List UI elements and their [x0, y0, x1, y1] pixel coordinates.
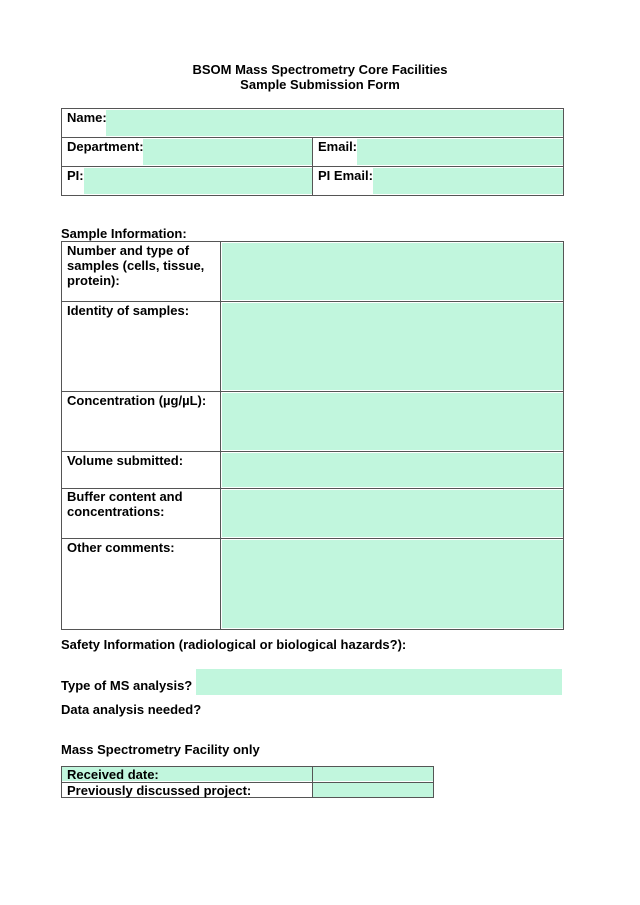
buffer-label: Buffer content and	[67, 489, 183, 504]
sample-number-type-label: samples (cells, tissue,	[67, 258, 205, 273]
email-label: Email:	[318, 139, 358, 154]
form-title-line2: Sample Submission Form	[240, 77, 400, 92]
buffer-label: concentrations:	[67, 504, 165, 519]
ms-analysis-label: Type of MS analysis?	[61, 678, 193, 693]
other-comments-label: Other comments:	[67, 540, 175, 555]
sample-number-type-label: protein):	[67, 273, 120, 288]
department-label: Department:	[67, 139, 144, 154]
sample-info-heading: Sample Information:	[61, 226, 187, 241]
concentration-label: Concentration (µg/µL):	[67, 393, 207, 408]
name-label: Name:	[67, 110, 107, 125]
volume-label: Volume submitted:	[67, 453, 184, 468]
divider	[312, 766, 313, 798]
pi-email-label: PI Email:	[318, 168, 373, 183]
sample-identity-label: Identity of samples:	[67, 303, 190, 318]
pi-label: PI:	[67, 168, 84, 183]
safety-info-label: Safety Information (radiological or biological hazards?):	[61, 637, 407, 652]
divider	[61, 391, 564, 392]
previous-project-label: Previously discussed project:	[67, 783, 252, 798]
form-title-line1: BSOM Mass Spectrometry Core Facilities	[192, 62, 448, 77]
received-date-label: Received date:	[67, 767, 159, 782]
facility-heading: Mass Spectrometry Facility only	[61, 742, 260, 757]
divider	[312, 137, 313, 196]
sample-table-border	[61, 241, 564, 630]
divider	[61, 538, 564, 539]
divider	[220, 241, 221, 630]
sample-number-type-label: Number and type of	[67, 243, 190, 258]
divider	[61, 301, 564, 302]
ms-analysis-field[interactable]	[196, 669, 562, 695]
data-analysis-label: Data analysis needed?	[61, 702, 202, 717]
divider	[61, 451, 564, 452]
